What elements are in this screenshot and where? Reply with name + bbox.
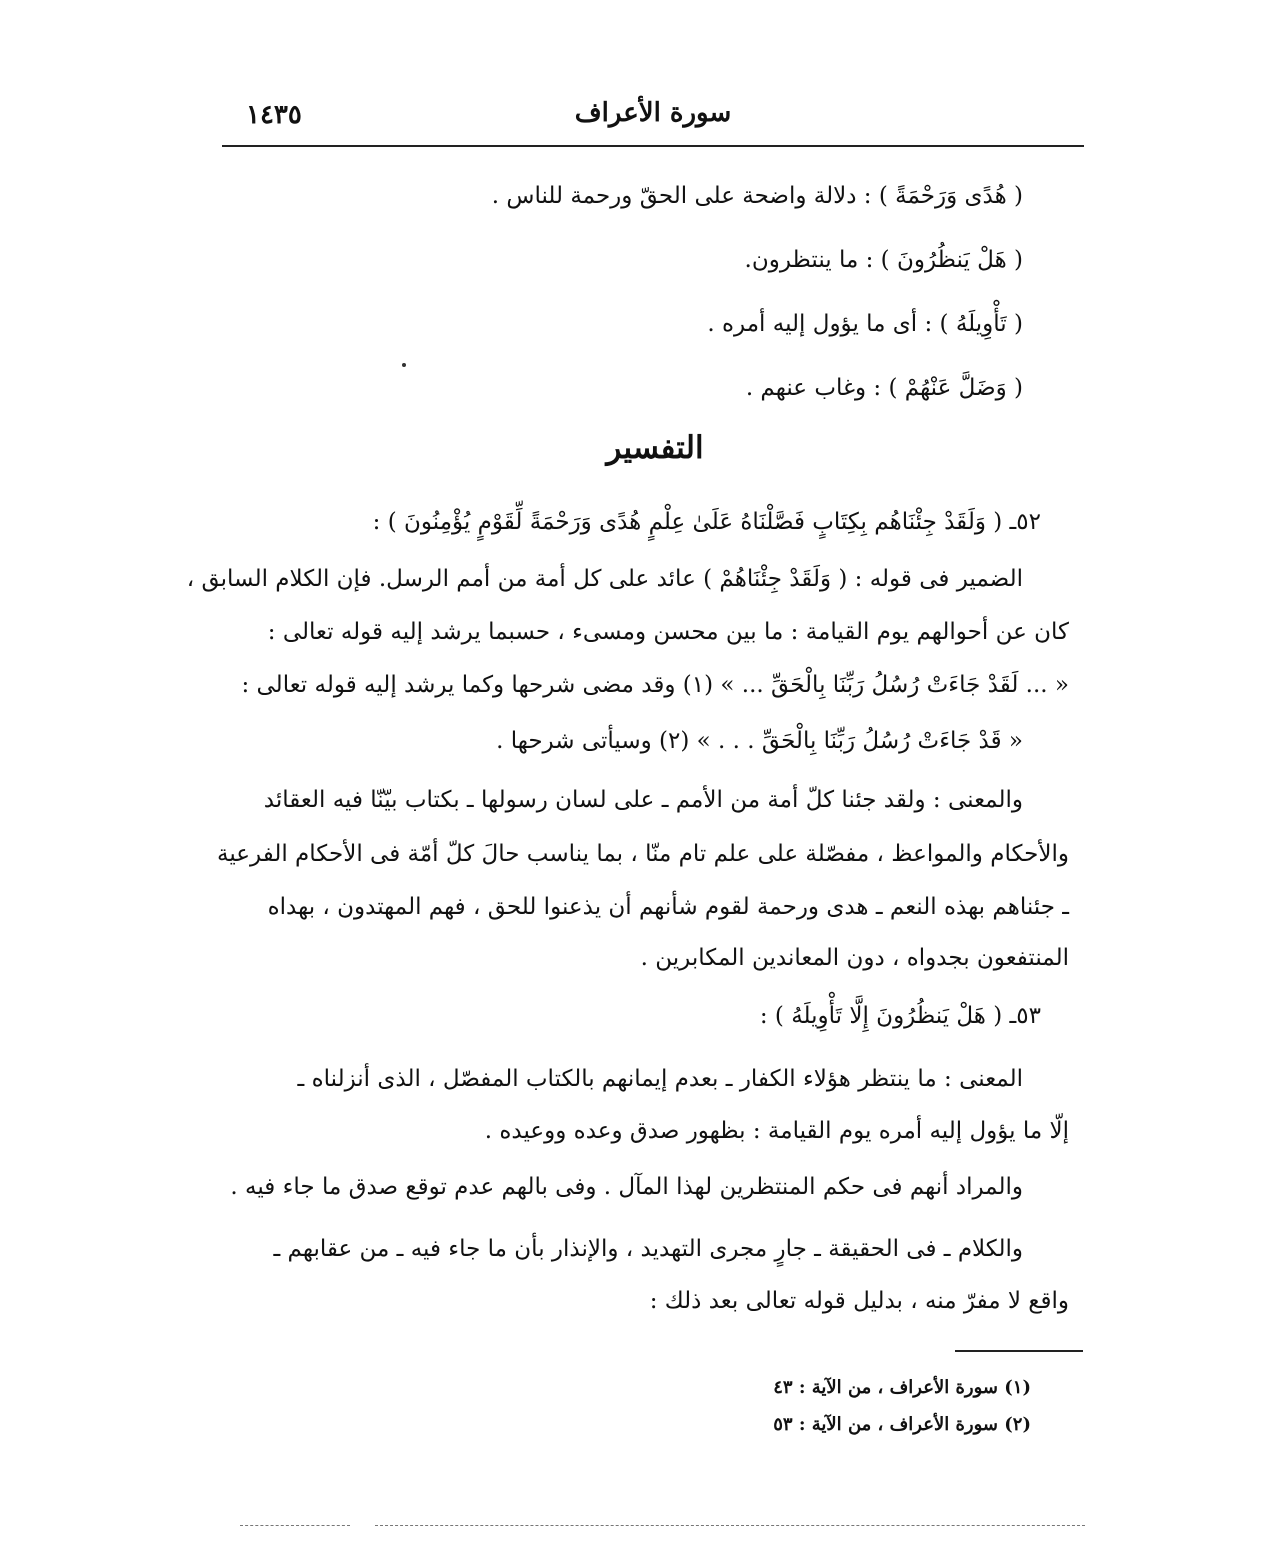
paragraph-line: ـ جئناهم بهذه النعم ـ هدى ورحمة لقوم شأنهم أن يذعنوا للحق ، فهم المهتدون ، بهداه xyxy=(267,894,1069,920)
paragraph-line: والمعنى : ولقد جئنا كلّ أمة من الأمم ـ على لسان رسولها ـ بكتاب بيّنّا فيه العقائد xyxy=(263,787,1023,813)
glossary-line: ( هَلْ يَنظُرُونَ ) : ما ينتظرون. xyxy=(744,247,1023,273)
glossary-line: ( وَضَلَّ عَنْهُمْ ) : وغاب عنهم . xyxy=(745,375,1023,401)
paragraph-line: « قَدْ جَاءَتْ رُسُلُ رَبِّنَا بِالْحَقِّ . . . » (٢) وسيأتى شرحها . xyxy=(496,728,1023,754)
header-divider xyxy=(222,145,1084,147)
footnote: (١) سورة الأعراف ، من الآية : ٤٣ xyxy=(773,1377,1031,1398)
paragraph-line: والأحكام والمواعظ ، مفصّلة على علم تام منّا ، بما يناسب حالَ كلّ أمّة فى الأحكام الفرعية xyxy=(217,841,1069,867)
footnote: (٢) سورة الأعراف ، من الآية : ٥٣ xyxy=(773,1414,1031,1435)
glossary-line: ( تَأْوِيلَهُ ) : أى ما يؤول إليه أمره . xyxy=(707,311,1023,337)
paragraph-line: المنتفعون بجدواه ، دون المعاندين المكابرين . xyxy=(640,945,1069,971)
bottom-edge-line xyxy=(240,1525,350,1526)
section-title: التفسير xyxy=(606,430,704,466)
page-header xyxy=(222,98,1084,138)
scan-speck xyxy=(402,363,406,367)
paragraph-line: إلّا ما يؤول إليه أمره يوم القيامة : بظهور صدق وعده ووعيده . xyxy=(484,1118,1069,1144)
verse-heading: ٥٣ـ ( هَلْ يَنظُرُونَ إِلَّا تَأْوِيلَهُ ) : xyxy=(759,1003,1041,1029)
footnote-divider xyxy=(955,1350,1083,1352)
paragraph-line: المعنى : ما ينتظر هؤلاء الكفار ـ بعدم إيمانهم بالكتاب المفصّل ، الذى أنزلناه ـ xyxy=(297,1066,1023,1092)
paragraph-line: كان عن أحوالهم يوم القيامة : ما بين محسن ومسىء ، حسبما يرشد إليه قوله تعالى : xyxy=(267,619,1069,645)
paragraph-line: واقع لا مفرّ منه ، بدليل قوله تعالى بعد ذلك : xyxy=(649,1288,1069,1314)
paragraph-line: والكلام ـ فى الحقيقة ـ جارٍ مجرى التهديد ، والإنذار بأن ما جاء فيه ـ من عقابهم ـ xyxy=(273,1236,1023,1262)
paragraph-line: الضمير فى قوله : ( وَلَقَدْ جِئْنَاهُمْ ) عائد على كل أمة من أمم الرسل. فإن الكلام السابق ، xyxy=(186,566,1023,592)
surah-title: سورة الأعراف xyxy=(574,98,732,128)
paragraph-line: « ... لَقَدْ جَاءَتْ رُسُلُ رَبِّنَا بِالْحَقِّ ... » (١) وقد مضى شرحها وكما يرشد إليه قوله تعالى : xyxy=(241,672,1069,698)
bottom-edge-line xyxy=(375,1525,1085,1526)
paragraph-line: والمراد أنهم فى حكم المنتظرين لهذا المآل . وفى بالهم عدم توقع صدق ما جاء فيه . xyxy=(230,1174,1023,1200)
verse-heading: ٥٢ـ ( وَلَقَدْ جِئْنَاهُم بِكِتَابٍ فَصَّلْنَاهُ عَلَىٰ عِلْمٍ هُدًى وَرَحْمَةً لِّقَوْمٍ يُؤْمِنُونَ ) : xyxy=(372,509,1041,535)
page-number: ١٤٣٥ xyxy=(246,100,302,130)
glossary-line: ( هُدًى وَرَحْمَةً ) : دلالة واضحة على الحقّ ورحمة للناس . xyxy=(491,183,1023,209)
